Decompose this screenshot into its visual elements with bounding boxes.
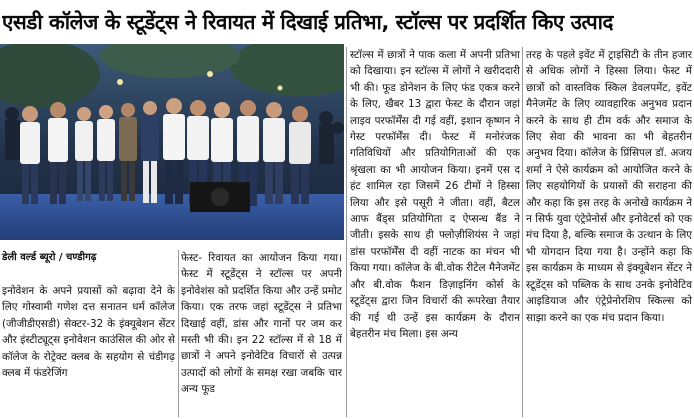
column-divider bbox=[522, 47, 523, 417]
article-column-3 bbox=[350, 47, 520, 417]
headline: एसडी कॉलेज के स्टूडेंट्स ने रिवायत में दिखाई प्रतिभा, स्टॉल्स पर प्रदर्शित किए उत्पाद bbox=[2, 10, 614, 34]
byline: डेली वर्ल्ड ब्यूरो / चण्डीगढ़ bbox=[2, 252, 97, 263]
article-column-4 bbox=[526, 47, 692, 417]
column-2-text: फेस्ट- रिवायत का आयोजन किया गया। फेस्ट में स्टूडेंट्स ने स्टॉल्स पर अपनी इनोवेशंस को प्रदर्शित किया और उन्हें प्रमोट किया। एक तरफ जहां स्टूडेंट्स ने प्रतिभा दिखाई वहीं, डांस और गानों पर जम कर मस्ती भी की। इन 22 स्टॉल्स में से 18 में छात्रों ने अपने इनोवेटिव विचारों से उत्पन्न उत्पादों को लोगों के समक्ष रखा जबकि चार अन्य फूड bbox=[181, 252, 342, 396]
column-divider bbox=[178, 250, 179, 417]
column-divider bbox=[346, 47, 347, 417]
column-3-text: स्टॉल्स में छात्रों ने पाक कला में अपनी प्रतिभा को दिखाया। इन स्टॉल्स में लोगों ने खरीददारी भी की। फूड डोनेशन के लिए फंड एकत्र करने के लिए, खैबर 13 द्वारा फेस्ट के दौरान जहां लाइव परफॉर्मेंस दी गई वहीं, इशान कृष्णन ने गेस्ट परफॉर्मेंस दी। फेस्ट में मनोरंजक गतिविधियों और प्रतियोगिताओं की एक श्रृंखला का भी आयोजन किया। इनमें एस द हंट शामिल रहा जिसमें 26 टीमों ने हिस्सा लिया और इसे पसूरी ने जीता। वहीं, बैटल आफ बैंड्स प्रतियोगिता द ऐप्सन्ध बैंड ने जीती। इसके साथ ही फ्लोज़ीशियंस ने जहां डांस परफॉर्मेंस दी वहीं नाटक का मंचन भी किया गया। कॉलेज के बी.वोक रीटेल मैनेजमेंट और बी.वोक फैशन डिज़ाइनिंग कोर्स के स्टूडेंट्स द्वारा जिन विचारों की रूपरेखा तैयार की गई थी उन्हें इस कार्यक्रम के दौरान बेहतरीन मंच मिला। इस अन्य bbox=[350, 49, 520, 340]
article-column-2 bbox=[181, 250, 342, 417]
article-column-1 bbox=[2, 283, 175, 417]
column-1-text: इनोवेशन के अपने प्रयासों को बढ़ावा देने के लिए गोस्वामी गणेश दत्त सनातन धर्म कॉलेज (जीजीडीएसडी) सेक्टर-32 के इंक्यूबेशन सेंटर और इंस्टीट्यूट्स इनोवेशन काउंसिल की ओर से कॉलेज के रोट्रेक्ट क्लब के सहयोग से चंडीगढ़ क्लब में फंडरेजिंग bbox=[2, 285, 175, 380]
news-photo bbox=[0, 44, 344, 240]
column-4-text: तरह के पहले इवेंट में ट्राइसिटी के तीन हजार से अधिक लोगों ने हिस्सा लिया। फेस्ट में छात्रों को वास्तविक स्किल डेवलपमेंट, इवेंट मैनेजमेंट के लिए व्यावहारिक अनुभव प्रदान करने के साथ ही टीम वर्क और समाज के लिए सेवा की भावना का भी बेहतरीन अनुभव दिया। कॉलेज के प्रिंसिपल डॉ. अजय शर्मा ने ऐसे कार्यक्रम को आयोजित करने के लिए सहयोगियों के प्रयासों की सराहना की और कहा कि इस तरह के अनोखे कार्यक्रम ने न सिर्फ युवा एंट्रेप्रेनोर्स और इनोवेटर्स को एक मंच दिया है, बल्कि समाज के उत्थान के लिए भी योगदान दिया गया है। उन्होंने कहा कि इस कार्यक्रम के माध्यम से इंक्यूबेशन सेंटर ने स्टूडेंट्स को पब्लिक के साथ उनके इनोवेटिव आइडियाज और एंट्रेप्रेनोरशिप स्किल्स को साझा करने का एक मंच प्रदान किया। bbox=[526, 49, 692, 324]
photo-illustration bbox=[0, 44, 344, 240]
